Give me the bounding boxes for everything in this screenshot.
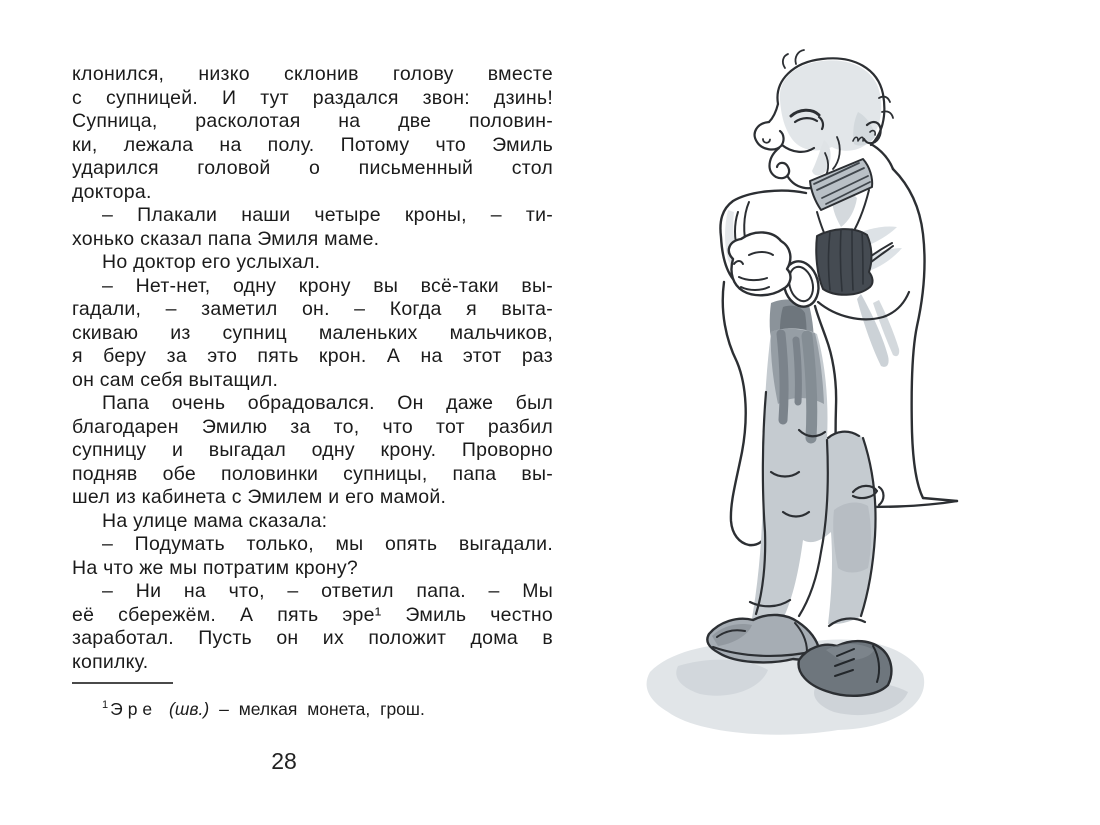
text-line: – Плакали наши четыре кроны, – ти- — [102, 204, 553, 226]
text-line: ударился головой о письменный стол — [72, 157, 553, 179]
footnote-definition: – мелкая монета, грош. — [219, 698, 425, 719]
text-line: благодарен Эмилю за то, что тот разбил — [72, 415, 553, 438]
text-line: подняв обе половинки супницы, папа вы- — [72, 462, 553, 485]
text-line: копилку. — [72, 650, 149, 673]
text-line: Супница, расколотая на две половин- — [72, 110, 553, 132]
text-line: с супницей. И тут раздался звон: дзинь! — [72, 86, 553, 109]
text-line: Но доктор его услыхал. — [102, 251, 321, 273]
text-line: Папа очень обрадовался. Он даже был — [102, 392, 553, 414]
text-line: доктора. — [72, 180, 152, 203]
text-column — [72, 63, 553, 674]
doctor-illustration — [620, 40, 1020, 740]
text-line: заработал. Пусть он их положит дома в — [72, 627, 553, 649]
text-line: – Подумать только, мы опять выгадали. — [102, 533, 553, 555]
footnote-term: Эре — [110, 698, 158, 719]
text-line: он сам себя вытащил. — [72, 368, 279, 391]
page-number: 28 — [271, 748, 297, 774]
text-line: – Ни на что, – ответил папа. – Мы — [102, 580, 553, 602]
text-line: На улице мама сказала: — [102, 509, 328, 532]
text-line: супницу и выгадал одну крону. Проворно — [72, 439, 553, 461]
footnote-rule — [72, 682, 173, 684]
text-line: клонился, низко склонив голову вместе — [72, 63, 553, 85]
text-line: скиваю из супниц маленьких мальчиков, — [72, 321, 553, 344]
text-line: я беру за это пять крон. А на этот раз — [72, 345, 553, 367]
text-line: – Нет-нет, одну крону вы всё-таки вы- — [102, 274, 553, 297]
text-line: её сбережём. А пять эре¹ Эмиль честно — [72, 603, 553, 626]
text-line: гадали, – заметил он. – Когда я выта- — [72, 298, 553, 320]
doctor-trousers — [750, 328, 884, 626]
footnote — [72, 694, 553, 720]
text-line: ки, лежала на полу. Потому что Эмиль — [72, 133, 553, 156]
text-line: шел из кабинета с Эмилем и его мамой. — [72, 486, 447, 508]
doctor-waistcoat — [816, 229, 872, 295]
footnote-marker: 1 — [102, 699, 109, 711]
footnote-language: (шв.) — [169, 698, 210, 719]
text-line: хонько сказал папа Эмиля маме. — [72, 227, 380, 250]
text-line: На что же мы потратим крону? — [72, 556, 359, 579]
